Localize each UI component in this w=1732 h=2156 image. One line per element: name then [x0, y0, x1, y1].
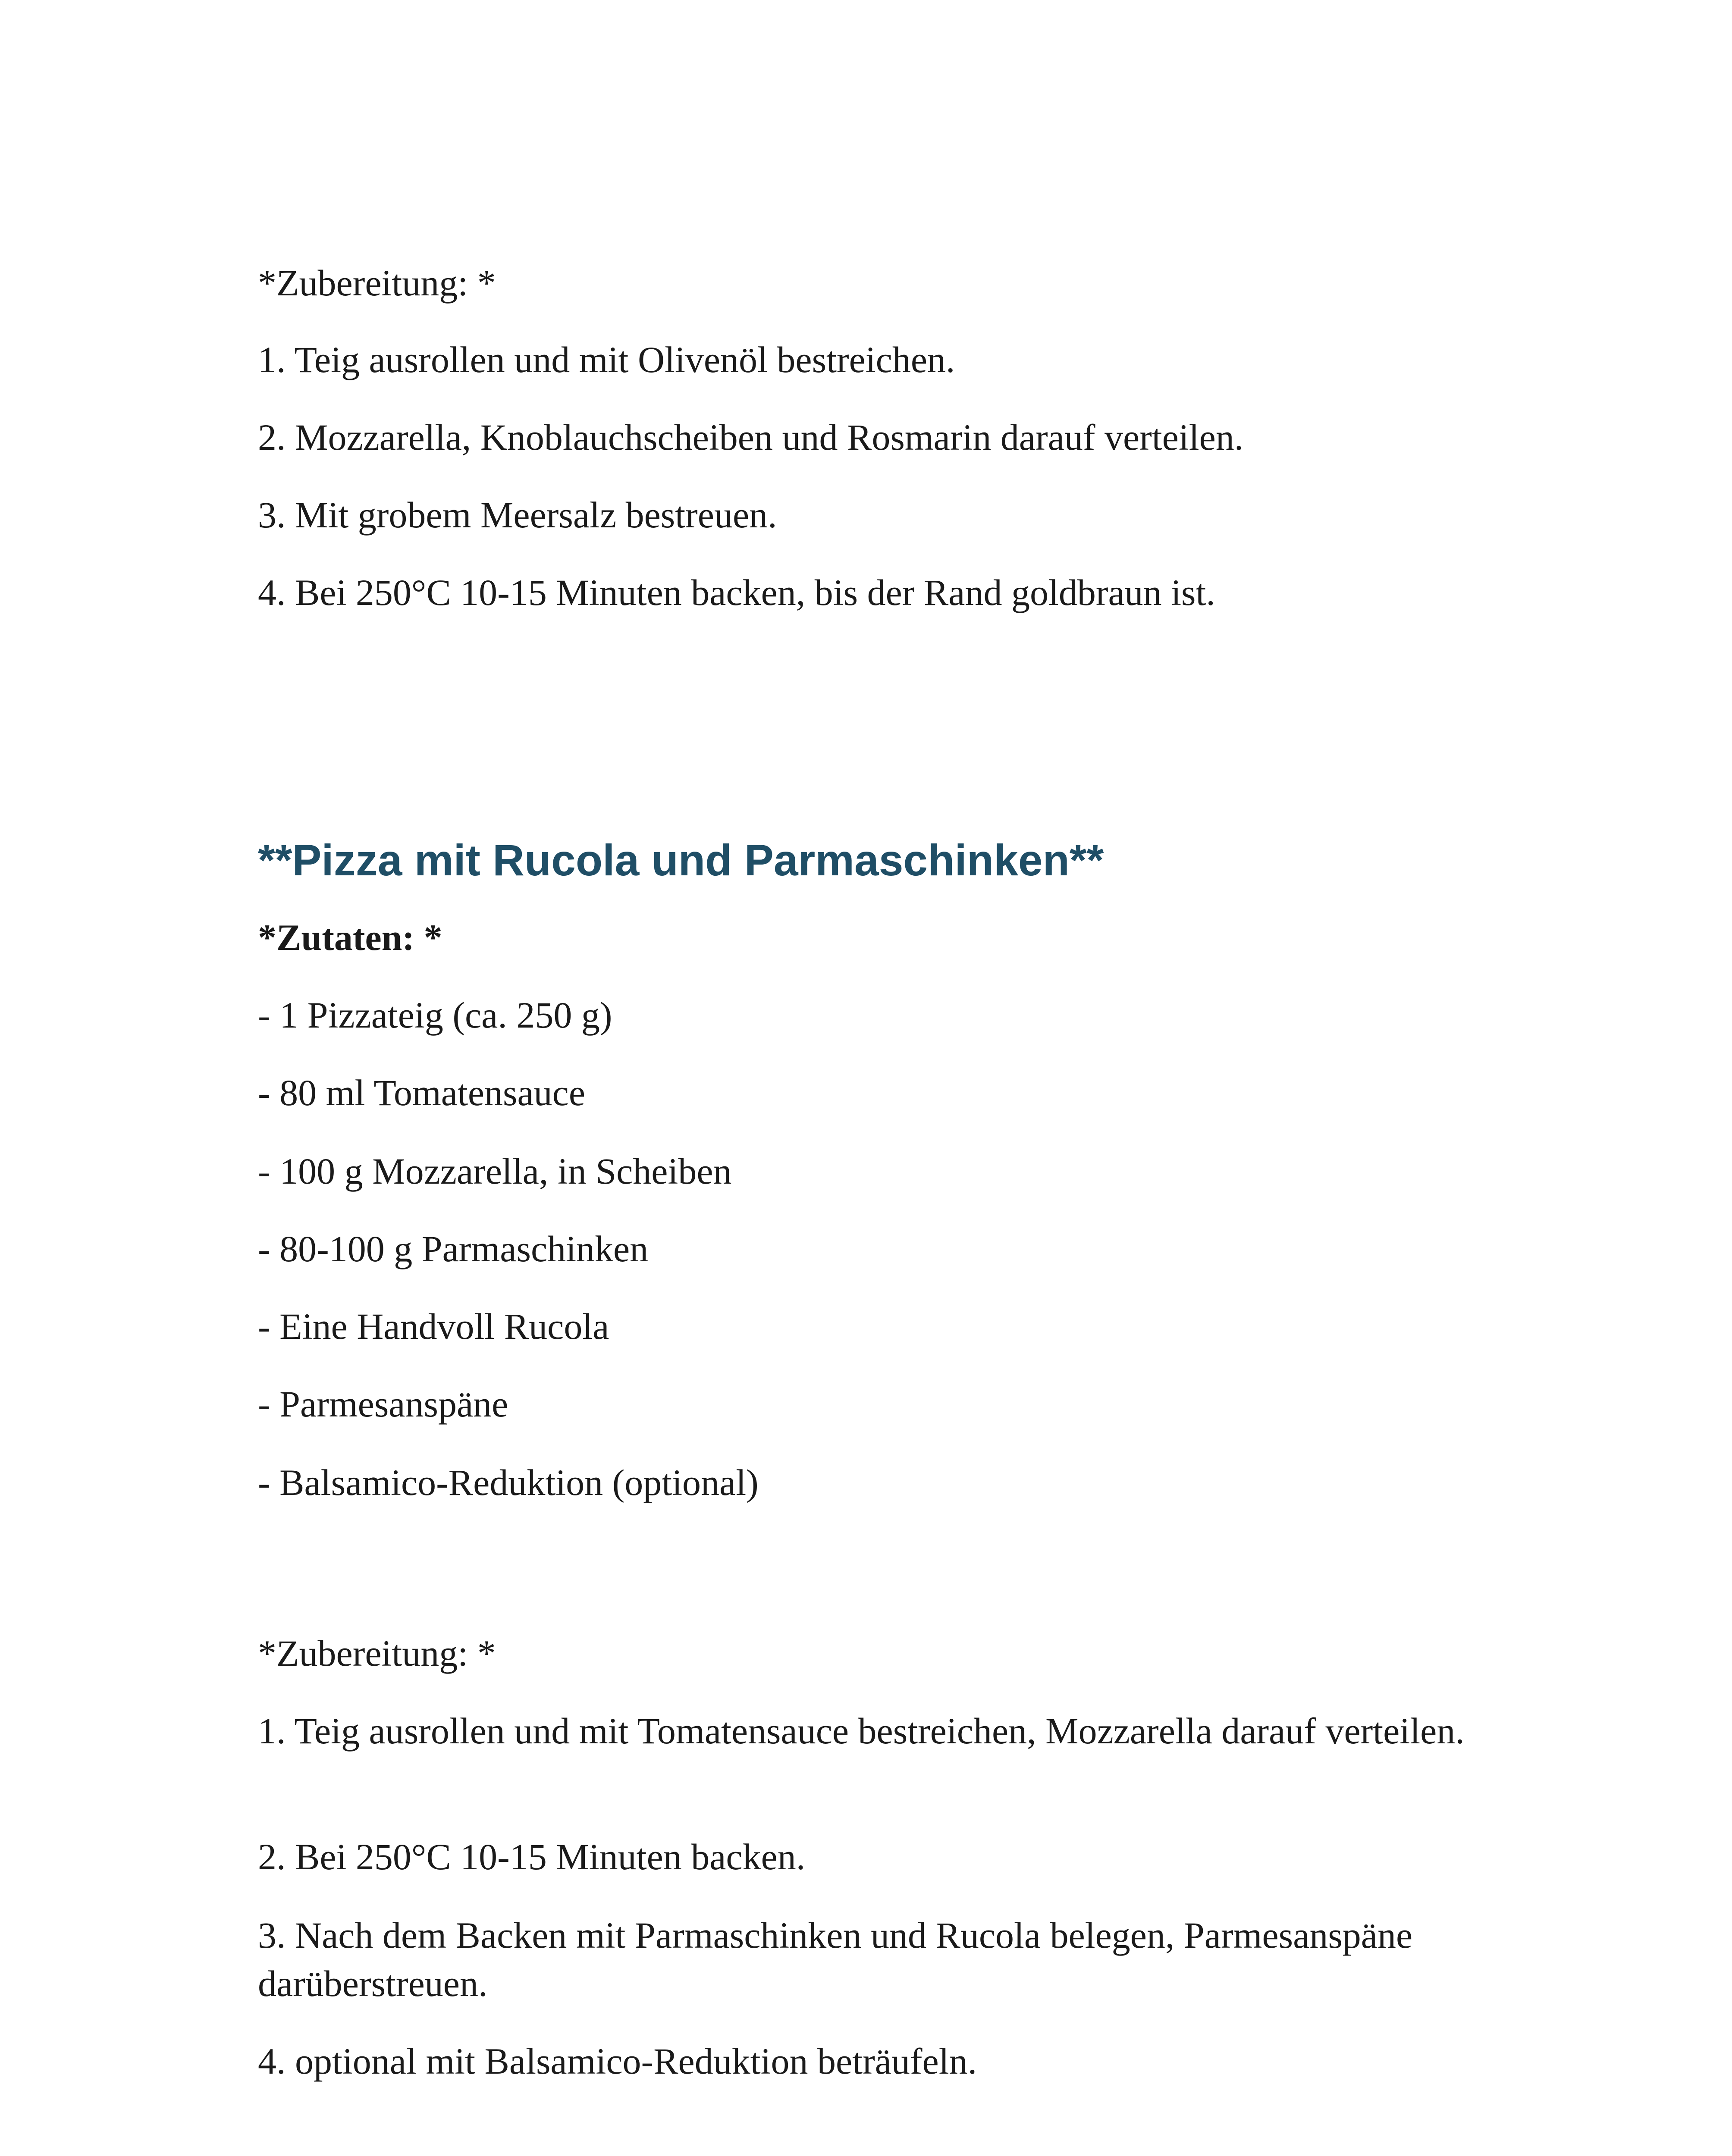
- preparation-step-2-top: 2. Mozzarella, Knoblauchscheiben und Rosmarin darauf verteilen.: [258, 417, 1244, 458]
- preparation-step-3: 3. Nach dem Backen mit Parmaschinken und Rucola belegen, Parmesanspäne darüberstreuen.: [258, 1915, 1413, 2004]
- preparation-heading: *Zubereitung: *: [258, 1633, 496, 1674]
- ingredient-item: - Balsamico-Reduktion (optional): [258, 1462, 759, 1503]
- preparation-step-1: 1. Teig ausrollen und mit Tomatensauce bestreichen, Mozzarella darauf verteilen.: [258, 1710, 1465, 1752]
- ingredient-item: - Eine Handvoll Rucola: [258, 1306, 609, 1347]
- ingredient-item: - Parmesanspäne: [258, 1383, 508, 1425]
- ingredient-item: - 80 ml Tomatensauce: [258, 1072, 586, 1113]
- recipe-title: **Pizza mit Rucola und Parmaschinken**: [258, 836, 1104, 885]
- ingredients-heading: *Zutaten: *: [258, 917, 442, 958]
- preparation-step-2: 2. Bei 250°C 10-15 Minuten backen.: [258, 1836, 806, 1877]
- preparation-step-1-top: 1. Teig ausrollen und mit Olivenöl bestreichen.: [258, 339, 955, 380]
- preparation-heading-top: *Zubereitung: *: [258, 262, 496, 304]
- preparation-step-4-top: 4. Bei 250°C 10-15 Minuten backen, bis der Rand goldbraun ist.: [258, 572, 1215, 613]
- preparation-step-4: 4. optional mit Balsamico-Reduktion beträufeln.: [258, 2040, 977, 2082]
- ingredient-item: - 1 Pizzateig (ca. 250 g): [258, 994, 612, 1036]
- preparation-step-3-top: 3. Mit grobem Meersalz bestreuen.: [258, 494, 777, 536]
- ingredient-item: - 80-100 g Parmaschinken: [258, 1228, 649, 1269]
- ingredient-item: - 100 g Mozzarella, in Scheiben: [258, 1150, 732, 1192]
